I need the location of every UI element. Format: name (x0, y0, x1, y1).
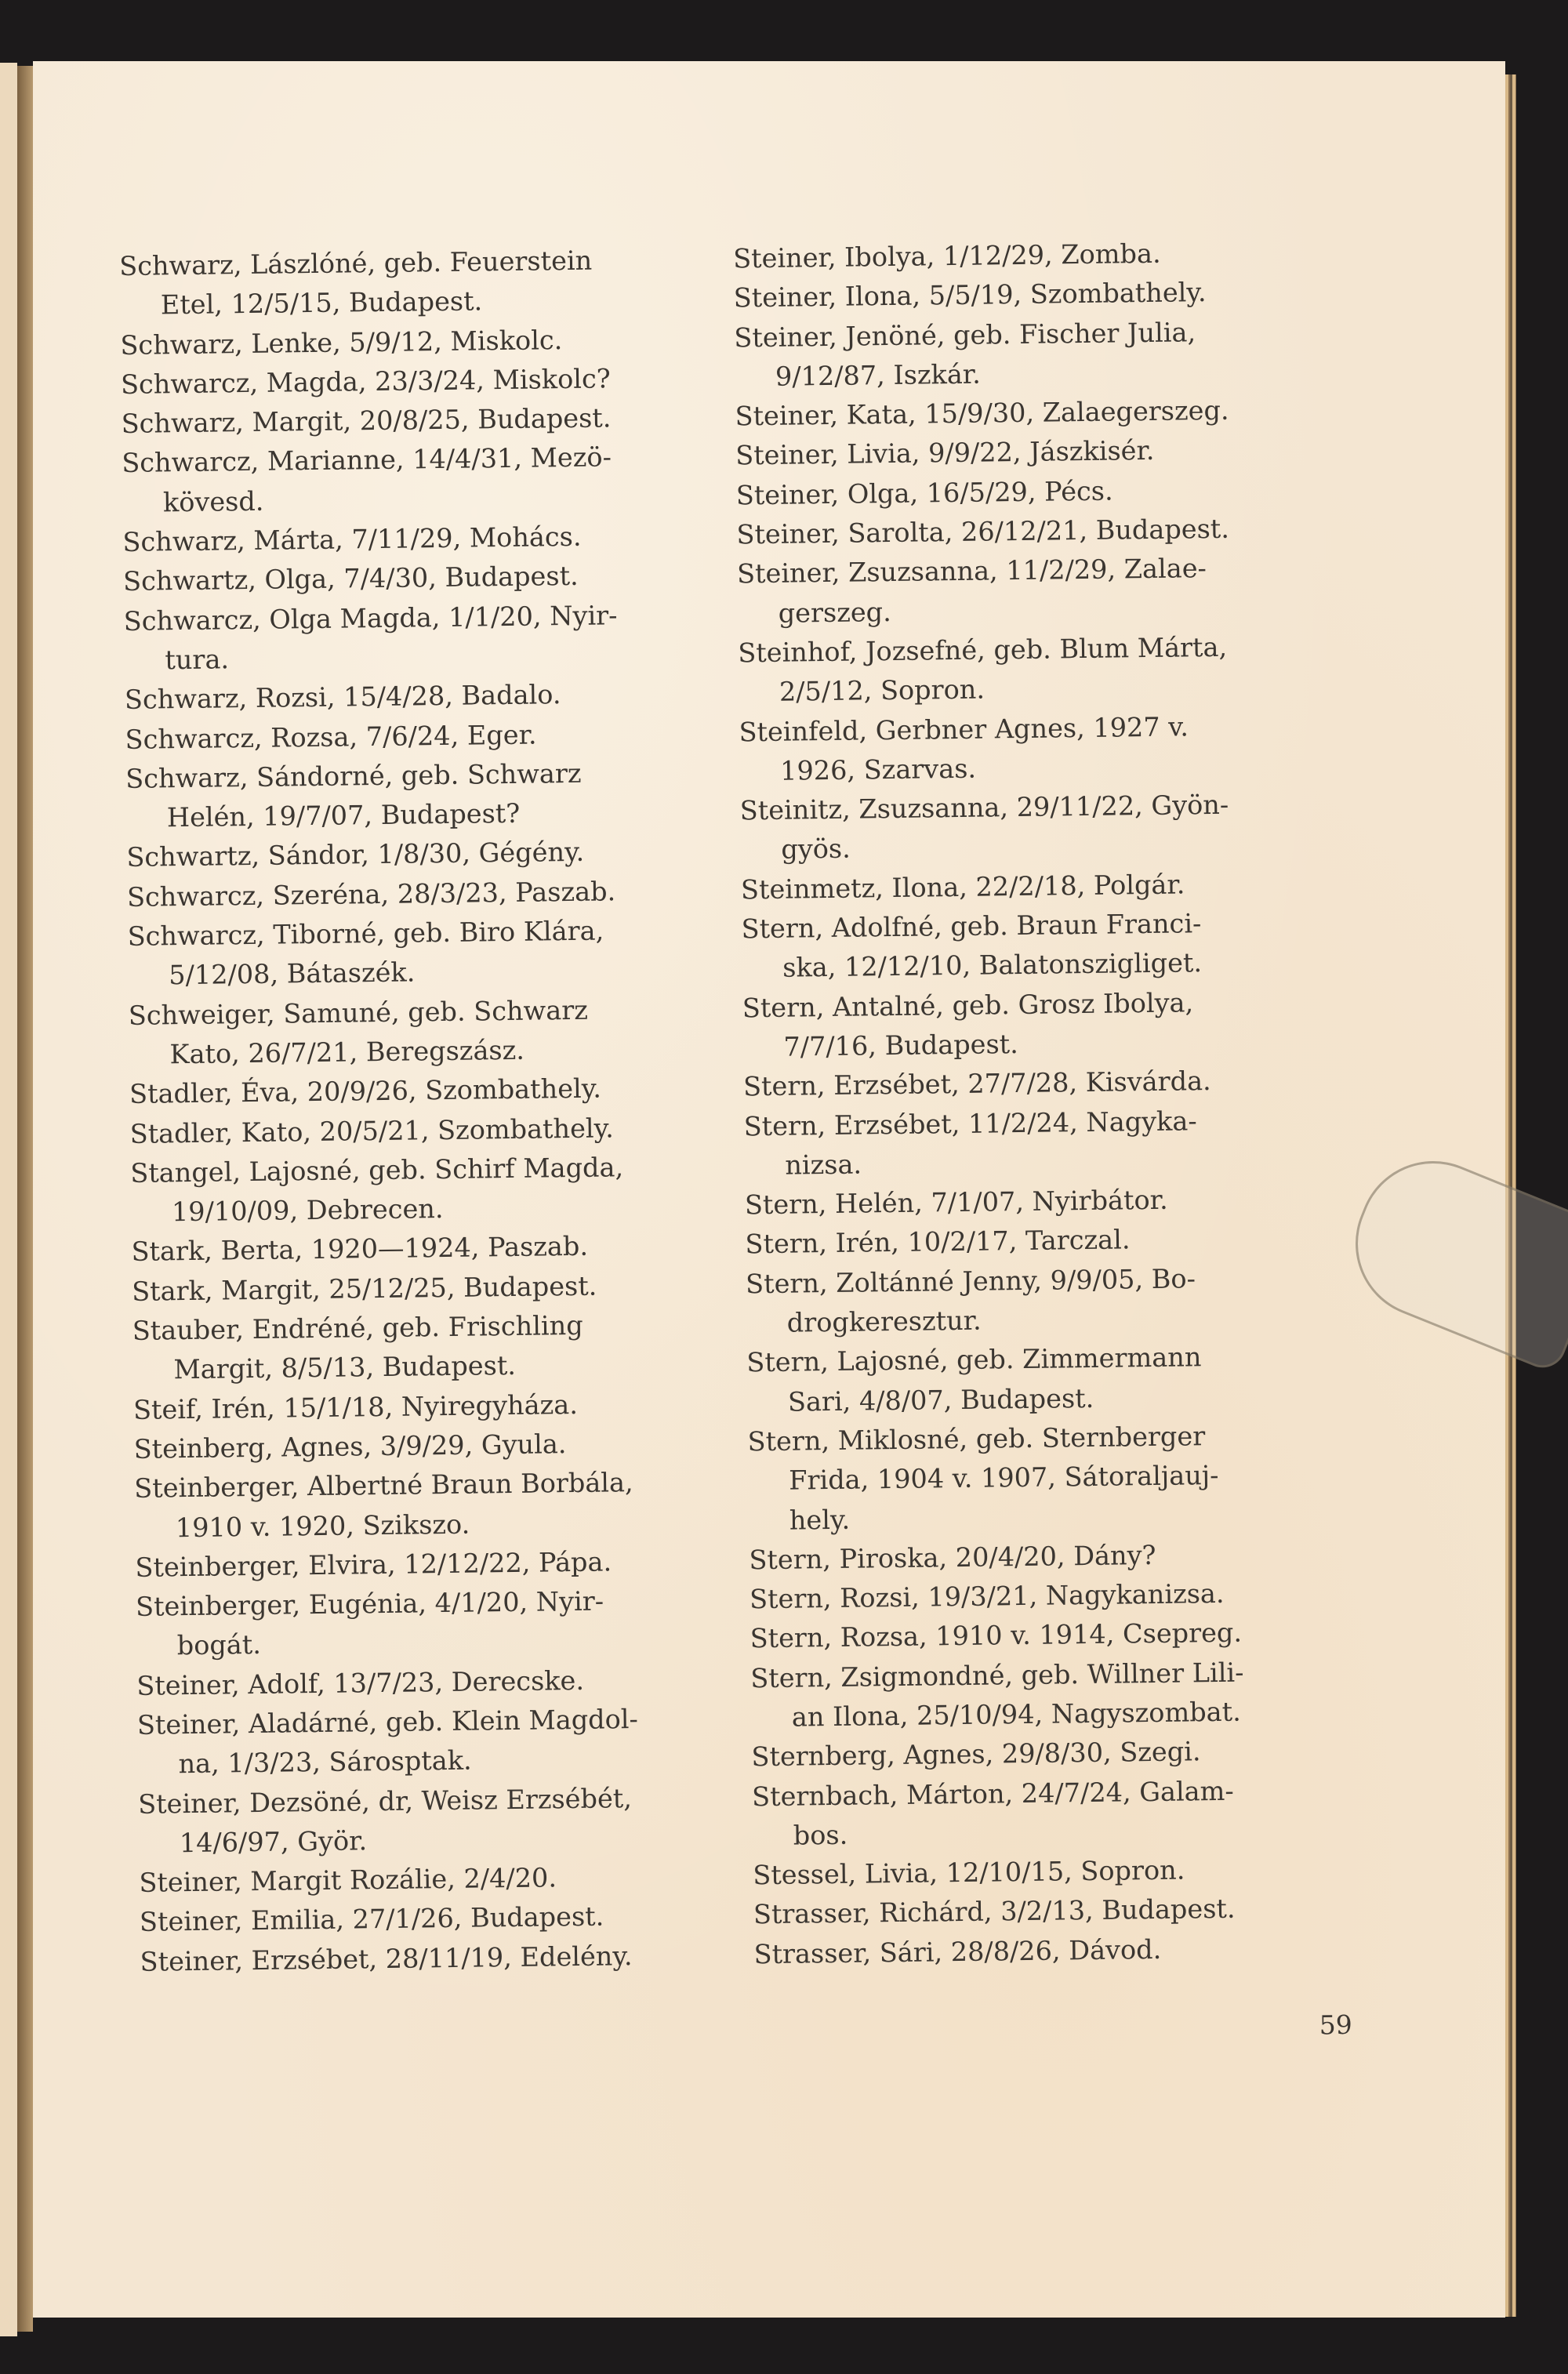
entry-continuation-line: Frida, 1904 v. 1907, Sátoraljauj- (788, 1460, 1219, 1496)
entry-line: Steiner, Livia, 9/9/22, Jászkisér. (735, 435, 1155, 471)
entry-line: Steiner, Adolf, 13/7/23, Derecske. (136, 1664, 585, 1701)
entry-line: Steinitz, Zsuzsanna, 29/11/22, Gyön- (739, 789, 1229, 826)
entry-line: Steiner, Erzsébet, 28/11/19, Edelény. (140, 1940, 633, 1977)
entry-continuation-line: 14/6/97, Györ. (179, 1825, 368, 1859)
entry-line: Steiner, Ilona, 5/5/19, Szombathely. (733, 277, 1207, 314)
entry-line: Sternbach, Márton, 24/7/24, Galam- (751, 1775, 1234, 1812)
entry-continuation-line: 19/10/09, Debrecen. (171, 1193, 444, 1228)
entry-continuation-line: gerszeg. (778, 596, 891, 629)
entry-line: Sternberg, Agnes, 29/8/30, Szegi. (751, 1736, 1201, 1773)
entry-line: Schwarcz, Magda, 23/3/24, Miskolc? (120, 363, 611, 400)
entry-continuation-line: tura. (165, 644, 230, 676)
list-entry (753, 1928, 1358, 1975)
list-entry (742, 982, 1347, 1068)
list-entry (734, 311, 1338, 397)
entry-line: Stern, Rozsi, 19/3/21, Nagykanizsa. (749, 1577, 1225, 1615)
entry-continuation-line: bogát. (176, 1629, 262, 1661)
entry-line: Schwarz, Márta, 7/11/29, Mohács. (122, 521, 582, 558)
list-entry (119, 240, 724, 326)
list-entry (129, 989, 733, 1075)
list-entry (750, 1652, 1355, 1738)
entry-continuation-line: hely. (789, 1504, 851, 1536)
entry-line: Steiner, Emilia, 27/1/26, Budapest. (139, 1901, 604, 1938)
list-entry (127, 910, 731, 996)
left-column (119, 240, 744, 1982)
entry-continuation-line: kövesd. (162, 485, 264, 518)
entry-continuation-line: bos. (793, 1819, 848, 1851)
entry-line: Schwarz, Lászlóné, geb. Feuerstein (118, 245, 593, 281)
entry-line: Stark, Margit, 25/12/25, Budapest. (131, 1270, 597, 1307)
entry-line: Schweiger, Samuné, geb. Schwarz (128, 994, 589, 1031)
entry-line: Steinhof, Jozsefné, geb. Blum Márta, (738, 631, 1228, 669)
entry-continuation-line: na, 1/3/23, Sárosptak. (178, 1744, 472, 1780)
entry-continuation-line: nizsa. (785, 1149, 862, 1181)
entry-line: Schwarz, Lenke, 5/9/12, Miskolc. (120, 324, 563, 361)
entry-continuation-line: 1926, Szarvas. (779, 753, 977, 786)
list-entry (741, 902, 1345, 989)
entry-line: Schwarcz, Marianne, 14/4/31, Mezö- (122, 441, 612, 479)
entry-continuation-line: Etel, 12/5/15, Budapest. (160, 285, 483, 321)
list-entry (739, 784, 1344, 870)
entry-line: Schwarcz, Szeréna, 28/3/23, Paszab. (126, 876, 616, 913)
entry-line: Schwarcz, Olga Magda, 1/1/20, Nyir- (123, 599, 618, 637)
entry-line: Stadler, Éva, 20/9/26, Szombathely. (129, 1073, 602, 1110)
entry-line: Strasser, Sári, 28/8/26, Dávod. (753, 1933, 1162, 1970)
entry-line: Stern, Erzsébet, 11/2/24, Nagyka- (743, 1105, 1197, 1142)
entry-line: Stern, Miklosné, geb. Sternberger (747, 1421, 1206, 1457)
entry-line: Steiner, Olga, 16/5/29, Pécs. (735, 475, 1113, 511)
entry-line: Steinberg, Agnes, 3/9/29, Gyula. (133, 1428, 567, 1465)
list-entry (746, 1336, 1351, 1422)
list-entry (136, 1581, 740, 1667)
entry-line: Steiner, Jenöné, geb. Fischer Julia, (734, 316, 1196, 353)
entry-continuation-line: Sari, 4/8/07, Budapest. (787, 1382, 1094, 1418)
entry-line: Stessel, Livia, 12/10/15, Sopron. (753, 1854, 1185, 1891)
entry-line: Stern, Zsigmondné, geb. Willner Lili- (750, 1657, 1244, 1693)
entry-line: Stern, Lajosné, geb. Zimmermann (746, 1341, 1202, 1378)
list-entry (140, 1935, 744, 1982)
entry-line: Stern, Piroska, 20/4/20, Dány? (749, 1539, 1156, 1576)
entry-line: Stern, Irén, 10/2/17, Tarczal. (745, 1224, 1131, 1260)
entry-line: Steif, Irén, 15/1/18, Nyiregyháza. (132, 1388, 579, 1425)
entry-continuation-line: 2/5/12, Sopron. (779, 673, 985, 707)
entry-line: Stern, Helén, 7/1/07, Nyirbátor. (744, 1184, 1168, 1221)
entry-line: Steinberger, Albertné Braun Borbála, (134, 1467, 633, 1505)
entry-line: Stangel, Lajosné, geb. Schirf Magda, (130, 1152, 624, 1189)
list-entry (125, 752, 730, 838)
entry-continuation-line: ska, 12/12/10, Balatonszigliget. (782, 947, 1203, 984)
entry-line: Steiner, Zsuzsanna, 11/2/29, Zalae- (736, 553, 1207, 590)
entry-line: Steiner, Kata, 15/9/30, Zalaegerszeg. (735, 394, 1229, 432)
entry-continuation-line: gyös. (781, 833, 851, 866)
entry-line: Stark, Berta, 1920—1924, Paszab. (131, 1231, 589, 1268)
entry-continuation-line: an Ilona, 25/10/94, Nagyszombat. (791, 1696, 1241, 1733)
entry-continuation-line: 5/12/08, Bátaszék. (169, 956, 416, 991)
entry-line: Steiner, Dezsöné, dr, Weisz Erzsébét, (137, 1782, 633, 1820)
entry-line: Strasser, Richárd, 3/2/13, Budapest. (753, 1893, 1236, 1930)
list-entry (130, 1146, 735, 1232)
entry-line: Steinberger, Elvira, 12/12/22, Pápa. (135, 1546, 612, 1583)
entry-line: Steiner, Aladárné, geb. Klein Magdol- (136, 1704, 639, 1741)
entry-line: Stern, Antalné, geb. Grosz Ibolya, (742, 986, 1194, 1023)
entry-line: Stern, Rozsa, 1910 v. 1914, Csepreg. (750, 1617, 1243, 1654)
list-entry (134, 1462, 739, 1548)
entry-line: Stadler, Kato, 20/5/21, Szombathely. (129, 1112, 614, 1149)
entry-line: Stern, Zoltánné Jenny, 9/9/05, Bo- (745, 1263, 1196, 1300)
entry-line: Schwarz, Sándorné, geb. Schwarz (125, 757, 582, 794)
entry-continuation-line: Margit, 8/5/13, Budapest. (173, 1350, 517, 1385)
list-entry (137, 1698, 742, 1784)
entry-line: Steiner, Ibolya, 1/12/29, Zomba. (732, 238, 1161, 274)
entry-line: Steinmetz, Ilona, 22/2/18, Polgár. (740, 869, 1185, 906)
entry-continuation-line: Kato, 26/7/21, Beregszász. (169, 1034, 525, 1070)
right-column (733, 232, 1358, 1974)
entry-line: Schwartz, Sándor, 1/8/30, Gégény. (126, 837, 585, 873)
entry-line: Schwarz, Margit, 20/8/25, Budapest. (121, 402, 612, 440)
entry-continuation-line: 1910 v. 1920, Szikszo. (175, 1508, 470, 1543)
list-entry (132, 1304, 737, 1390)
page-number: 59 (1319, 2009, 1352, 2041)
entry-line: Schwarcz, Tiborné, geb. Biro Klára, (127, 915, 604, 952)
list-entry (738, 626, 1342, 713)
list-entry (122, 437, 726, 523)
entry-continuation-line: 9/12/87, Iszkár. (775, 358, 982, 392)
entry-line: Steinfeld, Gerbner Agnes, 1927 v. (739, 710, 1189, 747)
entry-line: Schwarcz, Rozsa, 7/6/24, Eger. (125, 719, 537, 755)
list-entry (739, 706, 1343, 792)
list-entry (737, 547, 1341, 633)
entry-line: Stern, Erzsébet, 27/7/28, Kisvárda. (742, 1065, 1211, 1102)
entry-continuation-line: 7/7/16, Budapest. (783, 1028, 1018, 1062)
entry-line: Stern, Adolfné, geb. Braun Franci- (741, 908, 1202, 945)
entry-line: Stauber, Endréné, geb. Frischling (132, 1309, 583, 1346)
entry-line: Steiner, Margit Rozálie, 2/4/20. (139, 1862, 557, 1898)
list-entry (752, 1770, 1356, 1856)
entry-line: Steinberger, Eugénia, 4/1/20, Nyir- (135, 1585, 604, 1622)
list-entry (747, 1415, 1352, 1541)
list-entry (743, 1099, 1348, 1185)
list-entry (746, 1258, 1350, 1344)
entry-line: Schwartz, Olga, 7/4/30, Budapest. (122, 561, 579, 597)
entry-line: Schwarz, Rozsi, 15/4/28, Badalo. (124, 679, 561, 716)
list-entry (138, 1777, 742, 1864)
list-entry (123, 594, 728, 681)
entry-continuation-line: Helén, 19/7/07, Budapest? (166, 797, 521, 833)
entry-continuation-line: drogkeresztur. (786, 1305, 982, 1338)
entry-line: Steiner, Sarolta, 26/12/21, Budapest. (736, 513, 1230, 550)
